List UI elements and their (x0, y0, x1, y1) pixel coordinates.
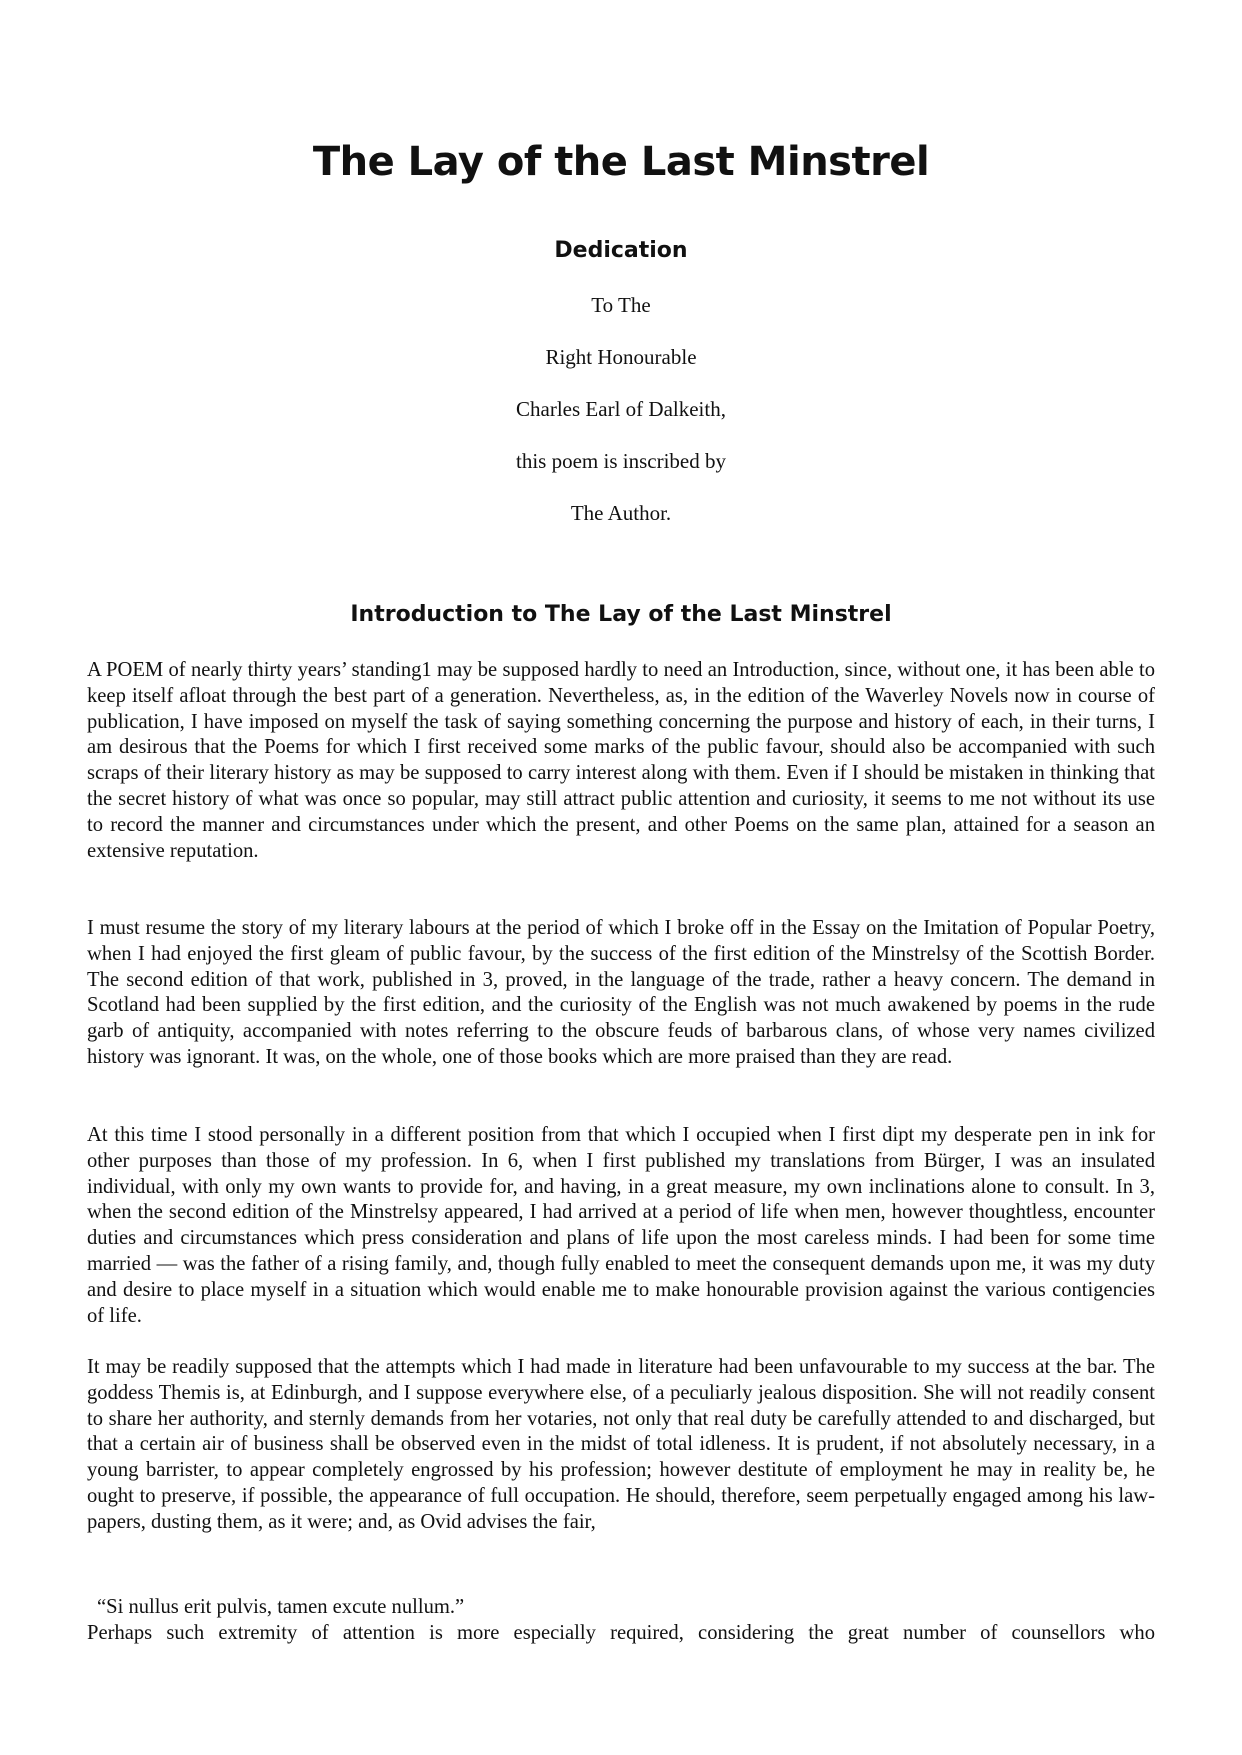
page-title: The Lay of the Last Minstrel (312, 139, 930, 185)
dedication-line: The Author. (570, 501, 672, 525)
dedication-line: Right Honourable (545, 345, 697, 369)
introduction-paragraph: A POEM of nearly thirty years’ standing1 may be supposed hardly to need an Introduction, since, without one, it has been able to keep itself afloat through the best part of a generation. Nevertheless, as, in the edition of the Waverley Novels now in course of publication, I have imposed on myself the task of saying something concerning the purpose and history of each, in their turns, I am desirous that the Poems for which I first received some marks of the public favour, should also be accompanied with such scraps of their literary history as may be supposed to carry interest along with them. Even if I should be mistaken in thinking that the secret history of what was once so popular, may still attract public attention and curiosity, it seems to me not without its use to record the manner and circumstances under which the present, and other Poems on the same plan, attained for a season an extensive reputation. (87, 659, 1155, 862)
dedication-heading: Dedication (554, 238, 688, 263)
dedication-line: To The (591, 293, 651, 317)
dedication-line: this poem is inscribed by (516, 449, 726, 473)
introduction-paragraph: It may be readily supposed that the attempts which I had made in literature had been unfavourable to my success at the bar. The goddess Themis is, at Edinburgh, and I suppose everywhere else, of a peculiarly jealous disposition. She will not readily consent to share her authority, and sternly demands from her votaries, not only that real duty be carefully attended to and discharged, but that a certain air of business shall be observed even in the midst of total idleness. It is prudent, if not absolutely necessary, in a young barrister, to appear completely engrossed by his profession; however destitute of employment he may in reality be, he ought to preserve, if possible, the appearance of full occupation. He should, therefore, seem perpetually engaged among his law-papers, dusting them, as it were; and, as Ovid advises the fair, (87, 1356, 1155, 1533)
introduction-heading: Introduction to The Lay of the Last Minstrel (350, 602, 892, 627)
continuation-text: Perhaps such extremity of attention is more especially required, considering the great number of counsellors who (87, 1622, 1155, 1644)
latin-quote: “Si nullus erit pulvis, tamen excute nullum.” (97, 1596, 465, 1618)
introduction-paragraph: At this time I stood personally in a different position from that which I occupied when I first dipt my desperate pen in ink for other purposes than those of my profession. In 6, when I first published my translations from Bürger, I was an insulated individual, with only my own wants to provide for, and having, in a great measure, my own inclinations alone to consult. In 3, when the second edition of the Minstrelsy appeared, I had arrived at a period of life when men, however thoughtless, encounter duties and circumstances which press consideration and plans of life upon the most careless minds. I had been for some time married — was the father of a rising family, and, though fully enabled to meet the consequent demands upon me, it was my duty and desire to place myself in a situation which would enable me to make honourable provision against the various contigencies of life. (87, 1124, 1155, 1327)
introduction-paragraph: I must resume the story of my literary labours at the period of which I broke off in the Essay on the Imitation of Popular Poetry, when I had enjoyed the first gleam of public favour, by the success of the first edition of the Minstrelsy of the Scottish Border. The second edition of that work, published in 3, proved, in the language of the trade, rather a heavy concern. The demand in Scotland had been supplied by the first edition, and the curiosity of the English was not much awakened by poems in the rude garb of antiquity, accompanied with notes referring to the obscure feuds of barbarous clans, of whose very names civilized history was ignorant. It was, on the whole, one of those books which are more praised than they are read. (87, 917, 1155, 1068)
dedication-line: Charles Earl of Dalkeith, (516, 397, 726, 421)
